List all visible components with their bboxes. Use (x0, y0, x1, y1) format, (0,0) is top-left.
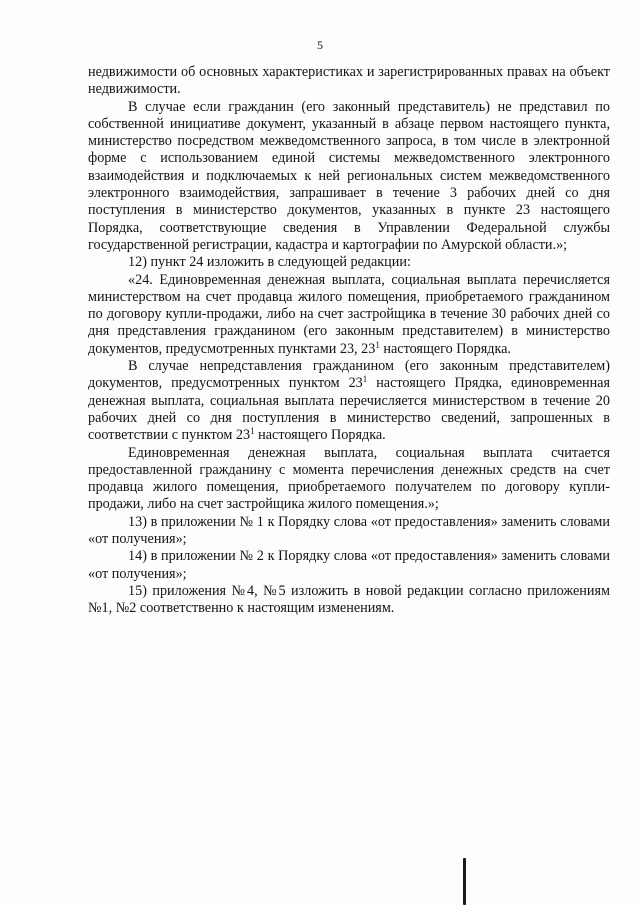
paragraph-4-text-b: настоящего Порядка. (379, 340, 511, 357)
paragraph-7: 13) в приложении № 1 к Порядку слова «от предоставления» заменить словами «от получения»; (88, 513, 610, 548)
paragraph-3: 12) пункт 24 изложить в следующей редакции: (128, 254, 411, 271)
paragraph-6: Единовременная денежная выплата, социальная выплата считается предоставленной гражданину с момента перечисления денежных средств на счет продавца жилого помещения, приобретаемого получателем по договору купли-продажи, либо на счет застройщика жилого помещения.»; (88, 444, 610, 513)
superscript-1: 1 (375, 339, 380, 350)
paragraph-5-text-c: настоящего Порядка. (254, 427, 386, 444)
paragraph-9: 15) приложения №4, №5 изложить в новой редакции согласно приложениям №1, №2 соответственно к настоящим изменениям. (88, 582, 610, 617)
paragraph-4 (88, 272, 610, 358)
document-body (88, 64, 610, 618)
paragraph-8: 14) в приложении № 2 к Порядку слова «от предоставления» заменить словами «от получения»; (88, 548, 610, 582)
superscript-1: 1 (362, 374, 368, 385)
paragraph-4-text-a: «24. Единовременная денежная выплата, социальная выплата перечисляется министерством на счет продавца жилого помещения, приобретаемого гражданином по договору купли-продажи, либо на счет застройщика в течение 30 рабочих дней со дня представления гражданином (его законным представителем) в министерство документов, предусмотренных пунктами 23, 23 (88, 271, 610, 357)
scan-edge-mark (463, 858, 466, 905)
paragraph-2: В случае если гражданин (его законный представитель) не представил по собственной инициативе документ, указанный в абзаце первом настоящего пункта, министерство посредством межведомственного запроса, в том числе в электронной форме с использованием единой системы межведомственного электронного взаимодействия и подключаемых к ней региональных систем межведомственного электронного взаимодействия, запрашивает в течение 3 рабочих дней со дня поступления в министерство документов, указанных в пункте 23 настоящего Порядка, соответствующие сведения в Управлении Федеральной службы государственной регистрации, кадастра и картографии по Амурской области.»; (88, 98, 610, 253)
paragraph-5-text-b: настоящего Прядка, единовременная денежная выплата, социальная выплата перечисляется министерством в течение 20 рабочих дней со дня поступления в министерство сведений, запрошенных в соответствии с пунктом 23 (88, 375, 610, 444)
paragraph-5-text-a: В случае непредставления гражданином (его законным представителем) документов, предусмотренных пунктом 23 (88, 358, 610, 392)
paragraph-1: недвижимости об основных характеристиках и зарегистрированных правах на объект недвижимости. (88, 64, 610, 98)
superscript-1: 1 (250, 426, 255, 437)
paragraph-5 (88, 358, 610, 444)
page-number: 5 (317, 38, 323, 52)
